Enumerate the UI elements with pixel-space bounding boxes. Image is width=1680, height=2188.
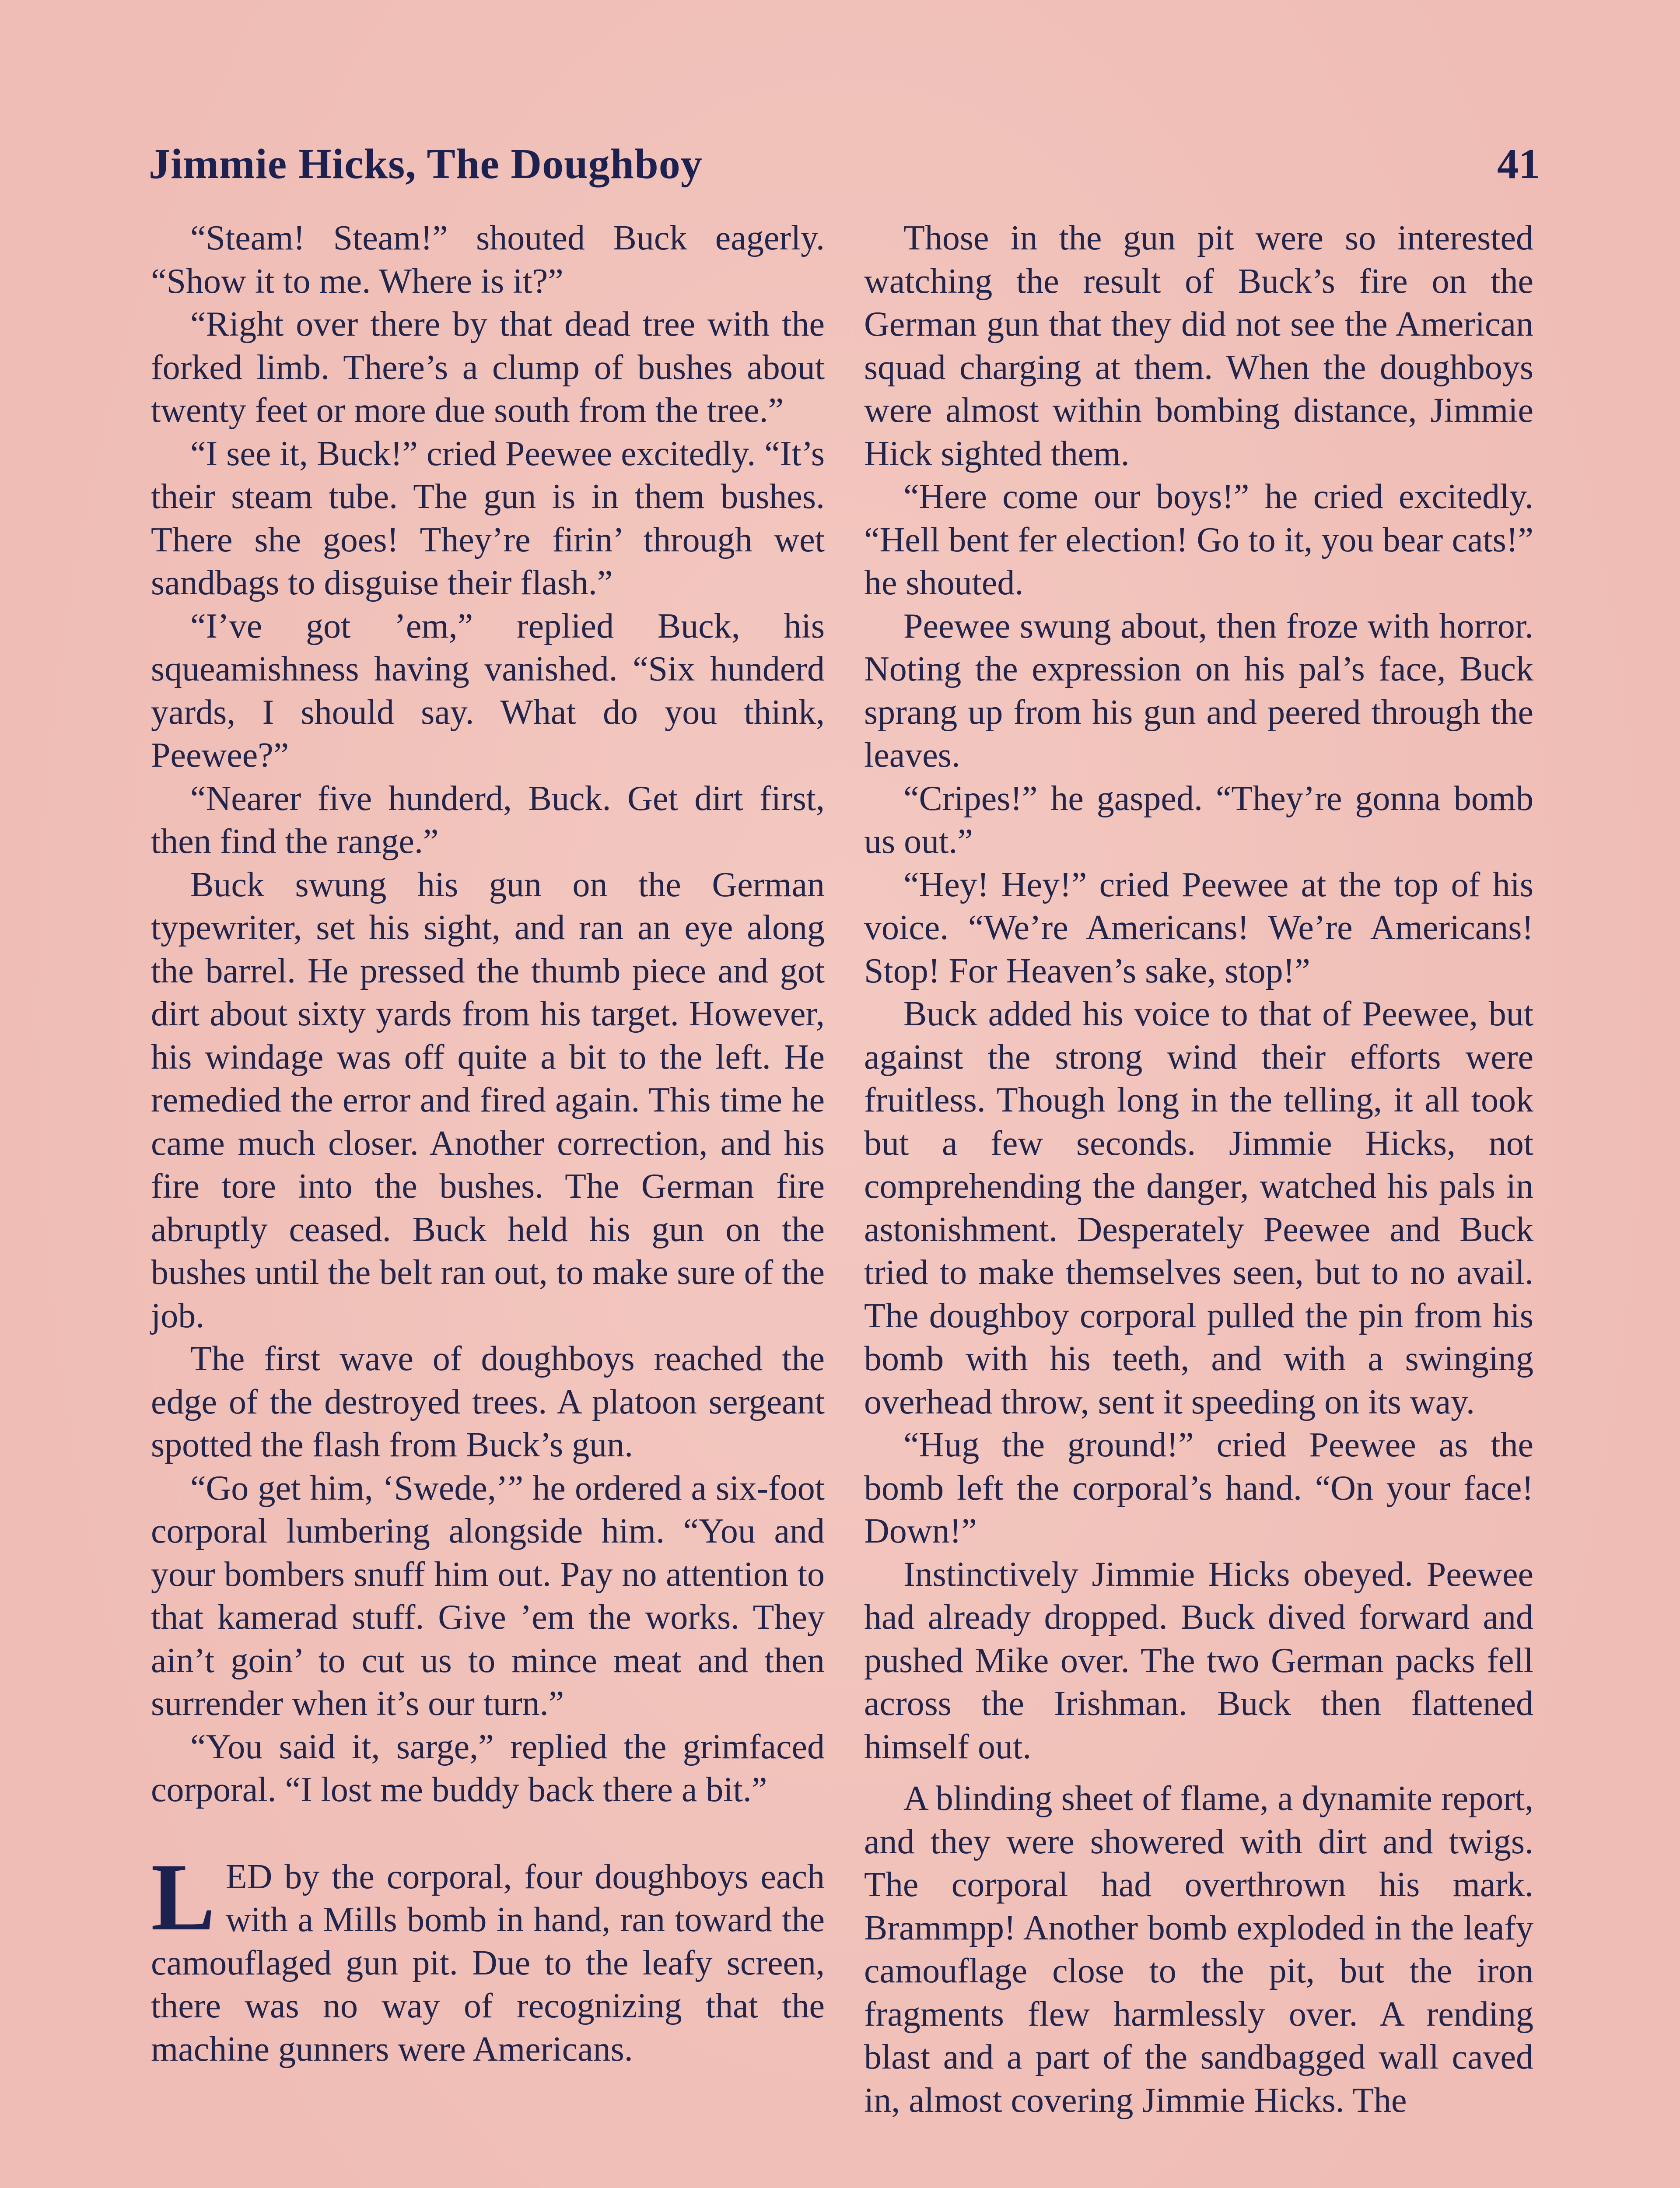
paragraph: “Hug the ground!” cried Peewee as the bomb left the corporal’s hand. “On your face! Down!” (864, 1426, 1533, 1550)
paragraph: “Right over there by that dead tree with the forked limb. There’s a clump of bushes about twenty feet or more due south from the tree.” (151, 305, 825, 430)
paragraph: “You said it, sarge,” replied the grimfaced corporal. “I lost me buddy back there a bit.” (151, 1727, 825, 1809)
left-column (151, 217, 825, 2071)
running-title: Jimmie Hicks, The Doughboy (149, 140, 703, 188)
paragraph: “I’ve got ’em,” replied Buck, his squeamishness having vanished. “Six hunderd yards, I should say. What do you think, Peewee?” (151, 607, 825, 775)
page-number: 41 (1497, 140, 1540, 188)
paragraph: “Go get him, ‘Swede,’” he ordered a six-foot corporal lumbering alongside him. “You and your bombers snuff him out. Pay no attention to that kamerad stuff. Give ’em the works. They ain’t goin’ to cut us to mince meat and then surrender when it’s our turn.” (151, 1469, 825, 1723)
paragraph: “Steam! Steam!” shouted Buck eagerly. “Show it to me. Where is it?” (151, 219, 825, 301)
paragraph: Those in the gun pit were so interested watching the result of Buck’s fire on the German gun that they did not see the American squad charging at them. When the doughboys were almost within bombing distance, Jimmie Hick sighted them. (864, 219, 1533, 473)
page-header (149, 131, 1540, 197)
section-opening-text: ED by the corporal, four doughboys each with a Mills bomb in hand, ran toward the camouflaged gun pit. Due to the leafy screen, there was no way of recognizing that the machine gunners were Americans. (151, 1857, 825, 2069)
paragraph: Peewee swung about, then froze with horror. Noting the expression on his pal’s face, Buck sprang up from his gun and peered through the leaves. (864, 607, 1533, 775)
paragraph: A blinding sheet of flame, a dynamite report, and they were showered with dirt and twigs. The corporal had overthrown his mark. Brammpp! Another bomb exploded in the leafy camouflage close to the pit, but the iron fragments flew harmlessly over. A rending blast and a part of the sandbagged wall caved in, almost covering Jimmie Hicks. The (864, 1779, 1533, 2120)
paragraph: “Here come our boys!” he cried excitedly. “Hell bent fer election! Go to it, you bear cats!” he shouted. (864, 477, 1533, 602)
drop-cap: L (151, 1843, 215, 1950)
paragraph: “Nearer five hunderd, Buck. Get dirt first, then find the range.” (151, 779, 825, 861)
paragraph-gap (864, 1768, 1533, 1777)
paragraph: Instinctively Jimmie Hicks obeyed. Peewee had already dropped. Buck dived forward and pushed Mike over. The two German packs fell across the Irishman. Buck then flattened himself out. (864, 1555, 1533, 1766)
paragraph: “Hey! Hey!” cried Peewee at the top of his voice. “We’re Americans! We’re Americans! Stop! For Heaven’s sake, stop!” (864, 865, 1533, 990)
paragraph: Buck added his voice to that of Peewee, but against the strong wind their efforts were fruitless. Though long in the telling, it all took but a few seconds. Jimmie Hicks, not comprehending the danger, watched his pals in astonishment. Desperately Peewee and Buck tried to make themselves seen, but to no avail. The doughboy corporal pulled the pin from his bomb with his teeth, and with a swinging overhead throw, sent it speeding on its way. (864, 995, 1533, 1421)
paragraph: “I see it, Buck!” cried Peewee excitedly. “It’s their steam tube. The gun is in them bushes. There she goes! They’re firin’ through wet sandbags to disguise their flash.” (151, 434, 825, 602)
paragraph: “Cripes!” he gasped. “They’re gonna bomb us out.” (864, 779, 1533, 861)
right-column (864, 217, 1533, 2122)
section-opening-paragraph (151, 1843, 825, 2071)
paragraph: The first wave of doughboys reached the edge of the destroyed trees. A platoon sergeant spotted the flash from Buck’s gun. (151, 1339, 825, 1464)
paragraph: Buck swung his gun on the German typewriter, set his sight, and ran an eye along the barrel. He pressed the thumb piece and got dirt about sixty yards from his target. However, his windage was off quite a bit to the left. He remedied the error and fired again. This time he came much closer. Another correction, and his fire tore into the bushes. The German fire abruptly ceased. Buck held his gun on the bushes until the belt ran out, to make sure of the job. (151, 865, 825, 1335)
section-break (151, 1812, 825, 1855)
